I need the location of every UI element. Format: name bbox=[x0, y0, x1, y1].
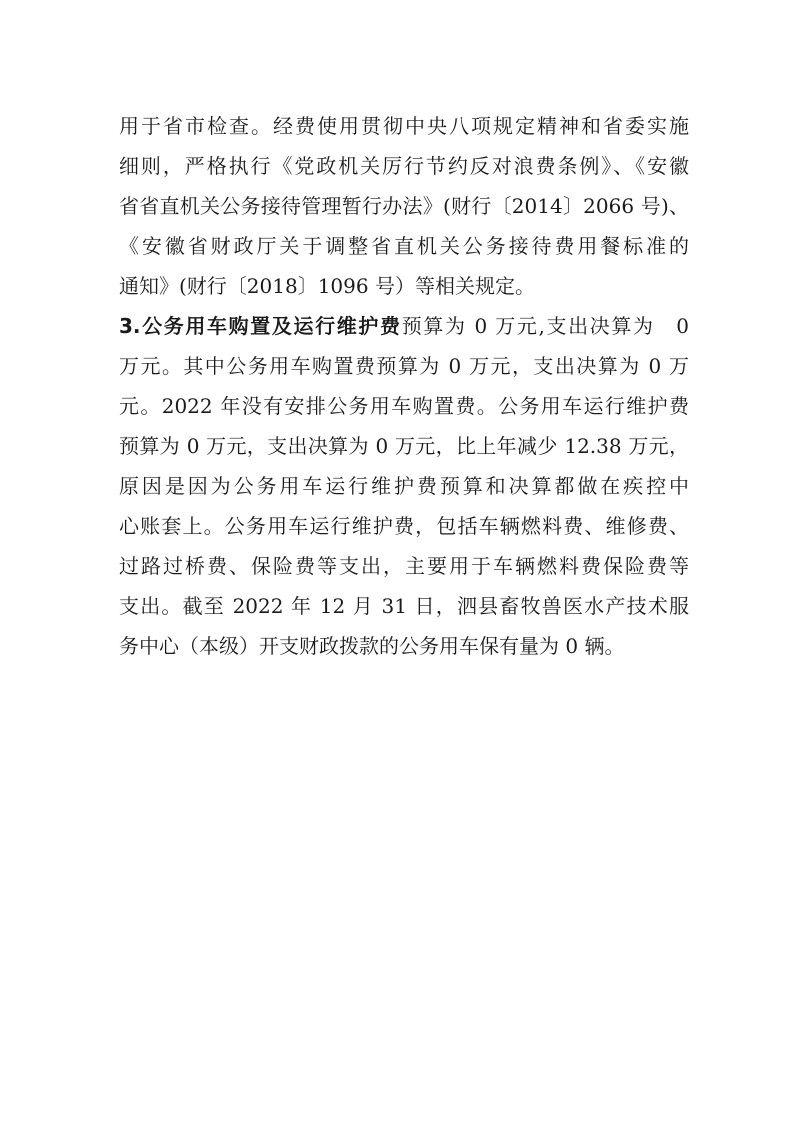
paragraph-2-line-3: 元。2022 年没有安排公务用车购置费。公务用车运行维护费 bbox=[119, 394, 689, 418]
paragraph-2-line-4: 预算为 0 万元，支出决算为 0 万元，比上年减少 12.38 万元， bbox=[119, 434, 689, 458]
paragraph-1-line-3: 省省直机关公务接待管理暂行办法》(财行〔2014〕2066 号)、 bbox=[119, 194, 689, 218]
paragraph-1-line-5: 通知》(财行〔2018〕1096 号）等相关规定。 bbox=[119, 274, 535, 298]
paragraph-1-line-4: 《安徽省财政厅关于调整省直机关公务接待费用餐标准的 bbox=[119, 234, 689, 258]
paragraph-2-line-5: 原因是因为公务用车运行维护费预算和决算都做在疾控中 bbox=[119, 474, 689, 498]
paragraph-1-line-2: 细则，严格执行《党政机关厉行节约反对浪费条例》、《安徽 bbox=[119, 154, 689, 178]
paragraph-2-line-1 bbox=[119, 306, 689, 346]
paragraph-2-line-2: 万元。其中公务用车购置费预算为 0 万元，支出决算为 0 万 bbox=[119, 354, 689, 378]
paragraph-1-line-1: 用于省市检查。经费使用贯彻中央八项规定精神和省委实施 bbox=[119, 114, 689, 138]
paragraph-2-line-1-text: 预算为 0 万元,支出决算为 0 bbox=[401, 314, 689, 338]
paragraph-2-line-7: 过路过桥费、保险费等支出，主要用于车辆燃料费保险费等 bbox=[119, 554, 689, 578]
paragraph-2-line-9: 务中心（本级）开支财政拨款的公务用车保有量为 0 辆。 bbox=[119, 634, 625, 658]
paragraph-2-line-8: 支出。截至 2022 年 12 月 31 日，泗县畜牧兽医水产技术服 bbox=[119, 594, 689, 618]
paragraph-2-line-6: 心账套上。公务用车运行维护费，包括车辆燃料费、维修费、 bbox=[119, 514, 689, 538]
section-heading-vehicle-costs: 3.公务用车购置及运行维护费 bbox=[119, 314, 402, 338]
